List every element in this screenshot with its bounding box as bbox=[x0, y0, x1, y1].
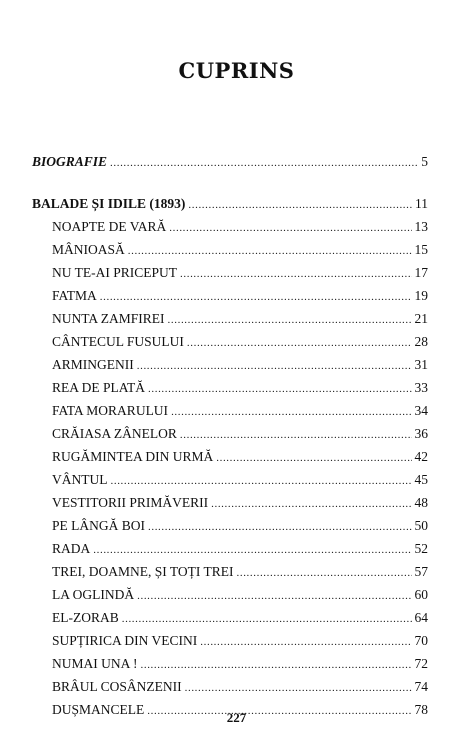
toc-entry-label: EL-ZORAB bbox=[52, 610, 119, 625]
toc-entry bbox=[52, 449, 428, 472]
toc-entry-label: TREI, DOAMNE, ȘI TOȚI TREI bbox=[52, 564, 234, 579]
dot-leader bbox=[148, 522, 412, 533]
toc-entry bbox=[52, 219, 428, 242]
dot-leader bbox=[141, 660, 412, 671]
toc-entry-label: VESTITORII PRIMĂVERII bbox=[52, 495, 209, 510]
page-number: 227 bbox=[226, 710, 247, 725]
dot-leader bbox=[180, 430, 412, 441]
dot-leader bbox=[137, 591, 411, 602]
toc-section-page: 11 bbox=[415, 196, 428, 211]
toc-entry bbox=[52, 472, 428, 495]
toc-entry-page: 78 bbox=[414, 702, 428, 717]
toc-section-heading bbox=[32, 196, 428, 219]
toc-biografie bbox=[32, 154, 428, 177]
toc-entry-biografie bbox=[32, 154, 428, 177]
toc-entry bbox=[52, 357, 428, 380]
dot-leader bbox=[211, 499, 411, 510]
toc-entry-page: 5 bbox=[421, 154, 428, 169]
dot-leader bbox=[122, 614, 412, 625]
dot-leader bbox=[237, 568, 412, 579]
toc-entry-page: 50 bbox=[414, 518, 428, 533]
toc-entry-page: 42 bbox=[414, 449, 428, 464]
toc-entry bbox=[52, 495, 428, 518]
toc-entry bbox=[52, 610, 428, 633]
dot-leader bbox=[168, 315, 412, 326]
toc-entry bbox=[52, 403, 428, 426]
toc-entry bbox=[52, 380, 428, 403]
toc-entry-list bbox=[32, 219, 428, 725]
toc-entry-page: 34 bbox=[414, 403, 428, 418]
toc-entry-label: DUȘMANCELE bbox=[52, 702, 145, 717]
dot-leader bbox=[100, 292, 412, 303]
toc-entry-label: PE LÂNGĂ BOI bbox=[52, 518, 145, 533]
toc-entry bbox=[52, 518, 428, 541]
dot-leader bbox=[93, 545, 411, 556]
toc-entry bbox=[52, 541, 428, 564]
dot-leader bbox=[188, 200, 412, 211]
toc-entry bbox=[52, 334, 428, 357]
toc-entry-page: 15 bbox=[414, 242, 428, 257]
dot-leader bbox=[171, 407, 411, 418]
toc-entry bbox=[52, 633, 428, 656]
toc-entry-page: 36 bbox=[414, 426, 428, 441]
toc-entry-label: BRÂUL COSÂNZENII bbox=[52, 679, 182, 694]
toc-entry-page: 52 bbox=[414, 541, 428, 556]
toc-entry-page: 72 bbox=[414, 656, 428, 671]
toc-entry-page: 48 bbox=[414, 495, 428, 510]
toc-entry-page: 21 bbox=[414, 311, 428, 326]
toc-entry-page: 45 bbox=[414, 472, 428, 487]
toc-entry bbox=[52, 656, 428, 679]
dot-leader bbox=[111, 476, 412, 487]
toc-entry bbox=[52, 242, 428, 265]
toc-entry bbox=[52, 587, 428, 610]
toc-entry-page: 60 bbox=[414, 587, 428, 602]
toc-section-balade bbox=[32, 196, 428, 725]
toc-entry-label: NU TE-AI PRICEPUT bbox=[52, 265, 178, 280]
toc-entry bbox=[52, 564, 428, 587]
toc-entry-label: FATA MORARULUI bbox=[52, 403, 169, 418]
toc-entry-label: NOAPTE DE VARĂ bbox=[52, 219, 167, 234]
toc-entry-label: RADA bbox=[52, 541, 91, 556]
toc-entry-label: NUMAI UNA ! bbox=[52, 656, 138, 671]
toc-entry bbox=[52, 426, 428, 449]
toc-entry bbox=[52, 265, 428, 288]
toc-entry-page: 70 bbox=[414, 633, 428, 648]
toc-entry-label: CRĂIASA ZÂNELOR bbox=[52, 426, 177, 441]
toc-entry-label: ARMINGENII bbox=[52, 357, 134, 372]
toc-entry-label: LA OGLINDĂ bbox=[52, 587, 135, 602]
toc-entry bbox=[52, 288, 428, 311]
dot-leader bbox=[148, 384, 411, 395]
toc-entry-page: 19 bbox=[414, 288, 428, 303]
dot-leader bbox=[187, 338, 412, 349]
dot-leader bbox=[216, 453, 411, 464]
toc-entry bbox=[52, 679, 428, 702]
toc-entry-page: 57 bbox=[414, 564, 428, 579]
toc-section-label: BALADE ȘI IDILE (1893) bbox=[32, 196, 186, 211]
toc-entry-label: VÂNTUL bbox=[52, 472, 108, 487]
toc-entry-label: REA DE PLATĂ bbox=[52, 380, 146, 395]
dot-leader bbox=[200, 637, 411, 648]
toc-entry-page: 64 bbox=[414, 610, 428, 625]
toc-entry-label: BIOGRAFIE bbox=[32, 154, 108, 169]
toc-entry-label: SUPȚIRICA DIN VECINI bbox=[52, 633, 198, 648]
toc-entry-label: FATMA bbox=[52, 288, 97, 303]
toc-entry-label: RUGĂMINTEA DIN URMĂ bbox=[52, 449, 214, 464]
toc-entry-page: 74 bbox=[414, 679, 428, 694]
toc-entry-label: NUNTA ZAMFIREI bbox=[52, 311, 165, 326]
toc-entry-label: CÂNTECUL FUSULUI bbox=[52, 334, 184, 349]
dot-leader bbox=[185, 683, 412, 694]
page-title: CUPRINS bbox=[178, 58, 295, 83]
dot-leader bbox=[169, 223, 411, 234]
dot-leader bbox=[128, 246, 412, 257]
toc-entry bbox=[52, 311, 428, 334]
toc-entry-page: 33 bbox=[414, 380, 428, 395]
toc-entry-page: 17 bbox=[414, 265, 428, 280]
toc-entry-label: MÂNIOASĂ bbox=[52, 242, 125, 257]
dot-leader bbox=[110, 158, 418, 169]
dot-leader bbox=[180, 269, 411, 280]
toc-entry-page: 28 bbox=[414, 334, 428, 349]
toc-entry-page: 31 bbox=[414, 357, 428, 372]
dot-leader bbox=[137, 361, 412, 372]
toc-entry-page: 13 bbox=[414, 219, 428, 234]
